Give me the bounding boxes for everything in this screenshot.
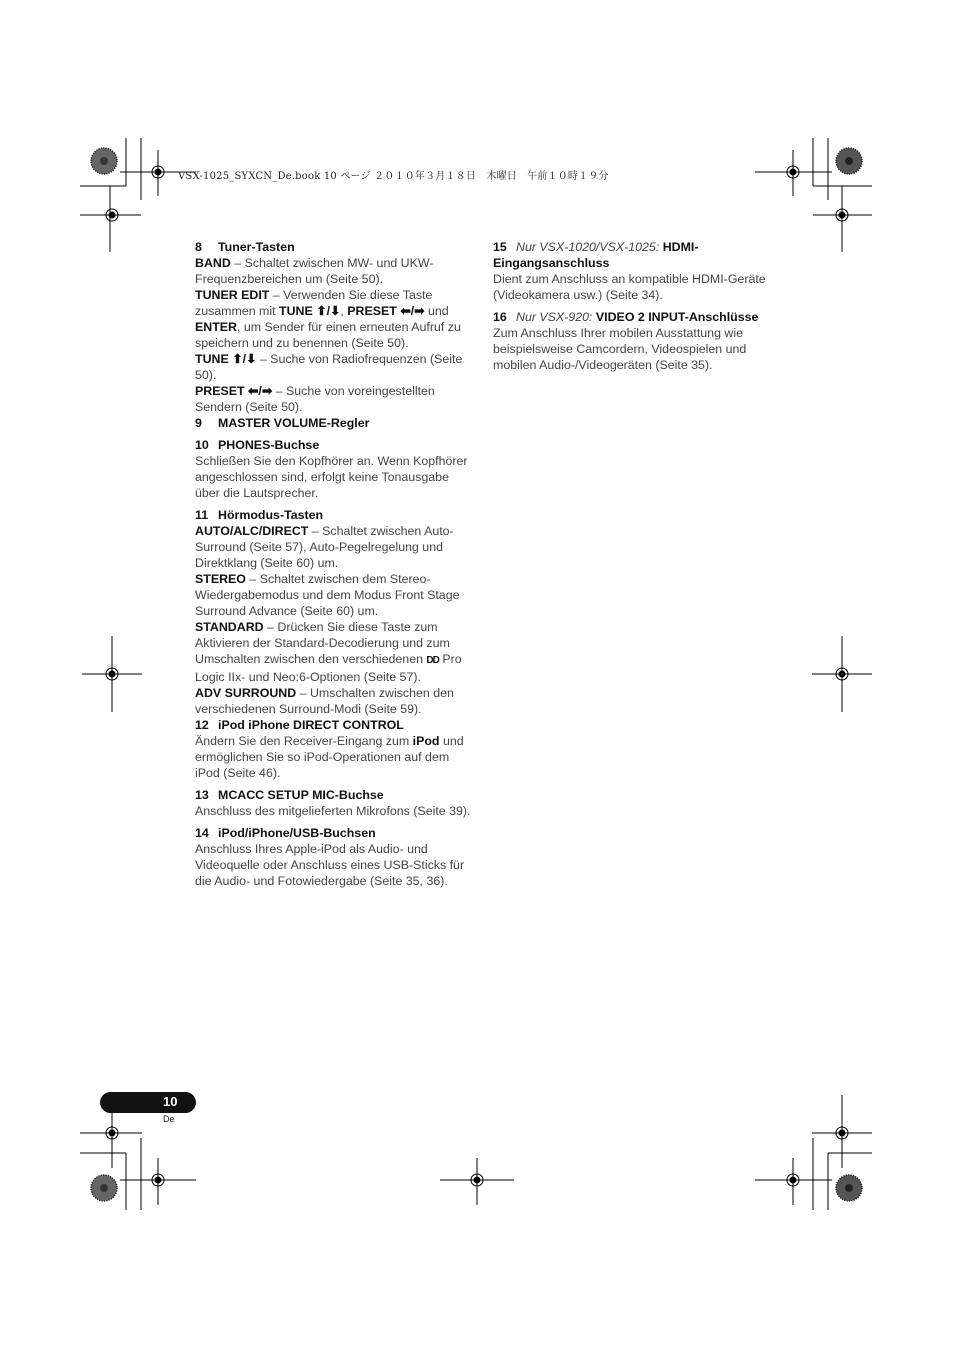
adv-surround-description: ADV SURROUND – Umschalten zwischen den verschiedenen Surround-Modi (Seite 59). — [195, 686, 454, 716]
item-14-text: Anschluss Ihres Apple-iPod als Audio- und Videoquelle oder Anschluss eines USB-Sticks für die Audio- und Fotowiedergabe (Seite 35, 36). — [195, 842, 465, 888]
auto-alc-direct-description: AUTO/ALC/DIRECT – Schaltet zwischen Auto-Surround (Seite 57), Auto-Pegelregelung und Direktklang (Seite 60) um. — [195, 524, 454, 570]
item-12-text: Ändern Sie den Receiver-Eingang zum iPod und ermöglichen Sie so iPod-Operationen auf dem iPod (Seite 46). — [195, 734, 464, 780]
band-description: BAND – Schaltet zwischen MW- und UKW-Frequenzbereichen um (Seite 50). — [195, 256, 434, 286]
standard-description: STANDARD – Drücken Sie diese Taste zum Aktivieren der Standard-Decodierung und zum Umschalten zwischen den verschiedenen DD Pro Logic IIx- und Neo:6-Optionen (Seite 57). — [195, 620, 462, 684]
item-13-heading: 13 MCACC SETUP MIC-Buchse — [195, 788, 384, 802]
up-down-arrow-icon: ⬆/⬇ — [316, 304, 341, 318]
item-15-text: Dient zum Anschluss an kompatible HDMI-Geräte (Videokamera usw.) (Seite 34). — [493, 272, 766, 302]
item-8-heading: 8 Tuner-Tasten — [195, 240, 295, 254]
item-12-heading: 12 iPod iPhone DIRECT CONTROL — [195, 718, 404, 732]
item-13-text: Anschluss des mitgelieferten Mikrofons (Seite 39). — [195, 804, 471, 818]
item-15-heading: 15 Nur VSX-1020/VSX-1025: HDMI-Eingangsanschluss — [493, 240, 699, 270]
left-column — [195, 239, 477, 889]
preset-description: PRESET ⬅/➡ – Suche von voreingestellten Sendern (Seite 50). — [195, 384, 435, 414]
item-10-text: Schließen Sie den Kopfhörer an. Wenn Kopfhörer angeschlossen sind, erfolgt keine Tonausgabe über die Lautsprecher. — [195, 454, 468, 500]
up-down-arrow-icon: ⬆/⬇ — [232, 352, 257, 366]
page-number: 10 — [163, 1094, 178, 1109]
stereo-description: STEREO – Schaltet zwischen dem Stereo-Wiedergabemodus und dem Modus Front Stage Surround Advance (Seite 60) um. — [195, 572, 460, 618]
item-14-heading: 14 iPod/iPhone/USB-Buchsen — [195, 826, 376, 840]
print-header-line: VSX-1025_SYXCN_De.book 10 ページ ２０１０年３月１８日 木曜日 午前１０時１９分 — [178, 171, 609, 182]
page-language: De — [163, 1114, 175, 1124]
tune-description: TUNE ⬆/⬇ – Suche von Radiofrequenzen (Seite 50). — [195, 352, 463, 382]
tuner-edit-description: TUNER EDIT – Verwenden Sie diese Taste zusammen mit TUNE ⬆/⬇, PRESET ⬅/➡ und ENTER, um Sender für einen erneuten Aufruf zu speichern und zu benennen (Seite 50). — [195, 288, 461, 350]
dolby-logo-icon: DD — [426, 655, 439, 666]
item-16-text: Zum Anschluss Ihrer mobilen Ausstattung wie beispielsweise Camcordern, Videospielen und mobilen Audio-/Videogeräten (Seite 35). — [493, 326, 747, 372]
item-16-heading: 16 Nur VSX-920: VIDEO 2 INPUT-Anschlüsse — [493, 310, 759, 324]
left-right-arrow-icon: ⬅/➡ — [248, 384, 273, 398]
item-11-heading: 11 Hörmodus-Tasten — [195, 508, 324, 522]
left-right-arrow-icon: ⬅/➡ — [400, 304, 425, 318]
item-9-heading: 9 MASTER VOLUME-Regler — [195, 416, 370, 430]
right-column — [493, 239, 773, 373]
page-number-tab — [100, 1092, 196, 1113]
item-10-heading: 10 PHONES-Buchse — [195, 438, 320, 452]
